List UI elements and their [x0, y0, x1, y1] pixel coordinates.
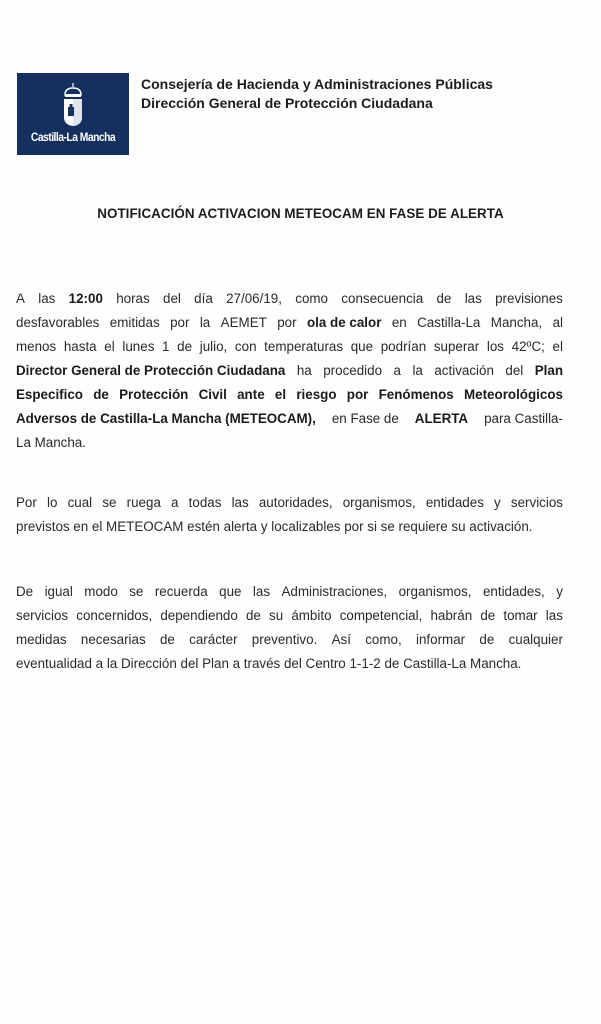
text: las — [252, 584, 271, 599]
bold-text: el — [274, 387, 287, 402]
text: habrán — [430, 608, 473, 623]
bold-text: ante — [237, 387, 265, 402]
text: su — [269, 608, 284, 623]
text: medidas — [16, 632, 67, 647]
text-line — [16, 311, 563, 335]
text-line — [16, 287, 563, 311]
text: que — [219, 584, 242, 599]
text: se — [102, 495, 117, 510]
text: el — [552, 339, 563, 354]
bold-text: Especifico — [16, 387, 83, 402]
text: ruega — [126, 495, 161, 510]
text-line — [16, 491, 563, 515]
text: Por — [16, 495, 37, 510]
bold-text: Fenómenos — [378, 387, 454, 402]
text-line — [16, 359, 563, 383]
text: el — [104, 339, 115, 354]
text: hasta — [63, 339, 97, 354]
document-title: NOTIFICACIÓN ACTIVACION METEOCAM EN FASE DE ALERTA — [97, 206, 504, 221]
text: y — [556, 584, 563, 599]
text: previsiones — [495, 291, 563, 306]
text: entidades, — [482, 584, 545, 599]
text: como — [295, 291, 328, 306]
paragraph-request-authorities — [16, 491, 563, 539]
text-line — [16, 335, 563, 359]
text: necesarias — [80, 632, 146, 647]
text: tomar — [503, 608, 538, 623]
text: menos — [16, 339, 57, 354]
text: las — [464, 291, 482, 306]
bold-text: ola de calor — [306, 315, 382, 330]
bold-text: ALERTA — [414, 411, 469, 426]
text: informar — [415, 632, 466, 647]
issuing-organization — [141, 75, 493, 113]
text: al — [552, 315, 563, 330]
text: día — [194, 291, 213, 306]
text: procedido — [323, 363, 383, 378]
text: 1 — [162, 339, 170, 354]
castilla-la-mancha-logo — [17, 73, 129, 155]
text: organismos, — [342, 495, 416, 510]
text: De — [16, 584, 34, 599]
text: ámbito — [291, 608, 332, 623]
text: competencial, — [339, 608, 423, 623]
text: las — [38, 291, 56, 306]
text: temperaturas — [264, 339, 344, 354]
text: modo — [84, 584, 118, 599]
text-line — [16, 604, 563, 628]
text: la — [199, 315, 211, 330]
org-line-directorate: Dirección General de Protección Ciudadana — [141, 95, 433, 111]
text: julio, — [199, 339, 228, 354]
bold-text: Adversos de Castilla-La Mancha (METEOCAM), — [16, 411, 316, 426]
text: del — [505, 363, 524, 378]
text: de — [479, 632, 495, 647]
text-line — [16, 515, 563, 539]
text: todas — [188, 495, 222, 510]
text: podrían — [380, 339, 427, 354]
text: emitidas — [109, 315, 160, 330]
text: autoridades, — [258, 495, 333, 510]
text: de — [436, 291, 452, 306]
text: servicios — [510, 495, 563, 510]
text: 42ºC; — [511, 339, 545, 354]
text-line — [16, 580, 563, 604]
text: Así — [331, 632, 351, 647]
text: 27/06/19, — [226, 291, 282, 306]
text-line — [16, 431, 563, 455]
text: las — [545, 608, 563, 623]
text-line — [16, 628, 563, 652]
text: igual — [44, 584, 73, 599]
org-line-ministry: Consejería de Hacienda y Administraciones Públicas — [141, 76, 493, 92]
bold-text: Plan — [534, 363, 563, 378]
text: A — [16, 291, 25, 306]
text: de — [480, 608, 496, 623]
text: cual — [67, 495, 93, 510]
text: para Castilla- — [484, 411, 563, 426]
text: servicios — [16, 608, 69, 623]
text: carácter — [189, 632, 238, 647]
bold-text: Protección — [119, 387, 189, 402]
text: y — [494, 495, 501, 510]
text: previstos en el METEOCAM estén alerta y localizables por si se requiere su activación. — [16, 519, 533, 534]
text: Administraciones, — [281, 584, 388, 599]
text: por — [277, 315, 297, 330]
coat-of-arms-icon — [61, 83, 85, 127]
text: de — [177, 339, 193, 354]
text: ha — [296, 363, 312, 378]
text: en — [391, 315, 407, 330]
text: se — [129, 584, 144, 599]
text: de — [159, 632, 175, 647]
text: recuerda — [154, 584, 208, 599]
bold-text: riesgo — [296, 387, 337, 402]
text: horas — [116, 291, 150, 306]
text: las — [231, 495, 249, 510]
text: a — [393, 363, 401, 378]
text: por — [170, 315, 190, 330]
text: como, — [365, 632, 402, 647]
text: a — [171, 495, 179, 510]
text: de — [245, 608, 261, 623]
text: la — [412, 363, 423, 378]
text: La Mancha. — [16, 435, 86, 450]
text-line — [16, 407, 563, 431]
text: preventivo. — [251, 632, 318, 647]
text: eventualidad a la Dirección del Plan a través del Centro 1-1-2 de Castilla-La Mancha. — [16, 656, 522, 671]
paragraph-activation — [16, 287, 563, 455]
bold-text: de — [93, 387, 109, 402]
text: cualquier — [508, 632, 563, 647]
text: con — [234, 339, 257, 354]
text: lo — [47, 495, 58, 510]
text-line — [16, 652, 563, 676]
text: organismos, — [398, 584, 472, 599]
text: Mancha, — [490, 315, 543, 330]
bold-text: Meteorológicos — [464, 387, 563, 402]
text: activación — [434, 363, 494, 378]
text: en Fase de — [331, 411, 399, 426]
text: del — [163, 291, 181, 306]
text-line — [16, 383, 563, 407]
text: que — [350, 339, 374, 354]
bold-text: 12:00 — [68, 291, 103, 306]
text: concernidos, — [76, 608, 153, 623]
text: desfavorables — [16, 315, 100, 330]
logo-text: Castilla-La Mancha — [30, 130, 116, 144]
text: AEMET — [220, 315, 267, 330]
bold-text: Director General de Protección Ciudadana — [16, 363, 286, 378]
bold-text: Civil — [198, 387, 227, 402]
text: dependiendo — [160, 608, 238, 623]
paragraph-reminder-administrations — [16, 580, 563, 676]
text: Castilla-La — [417, 315, 481, 330]
bold-text: por — [346, 387, 369, 402]
text: consecuencia — [341, 291, 424, 306]
text: superar — [433, 339, 480, 354]
text: los — [486, 339, 504, 354]
text: lunes — [122, 339, 155, 354]
text: entidades — [425, 495, 484, 510]
